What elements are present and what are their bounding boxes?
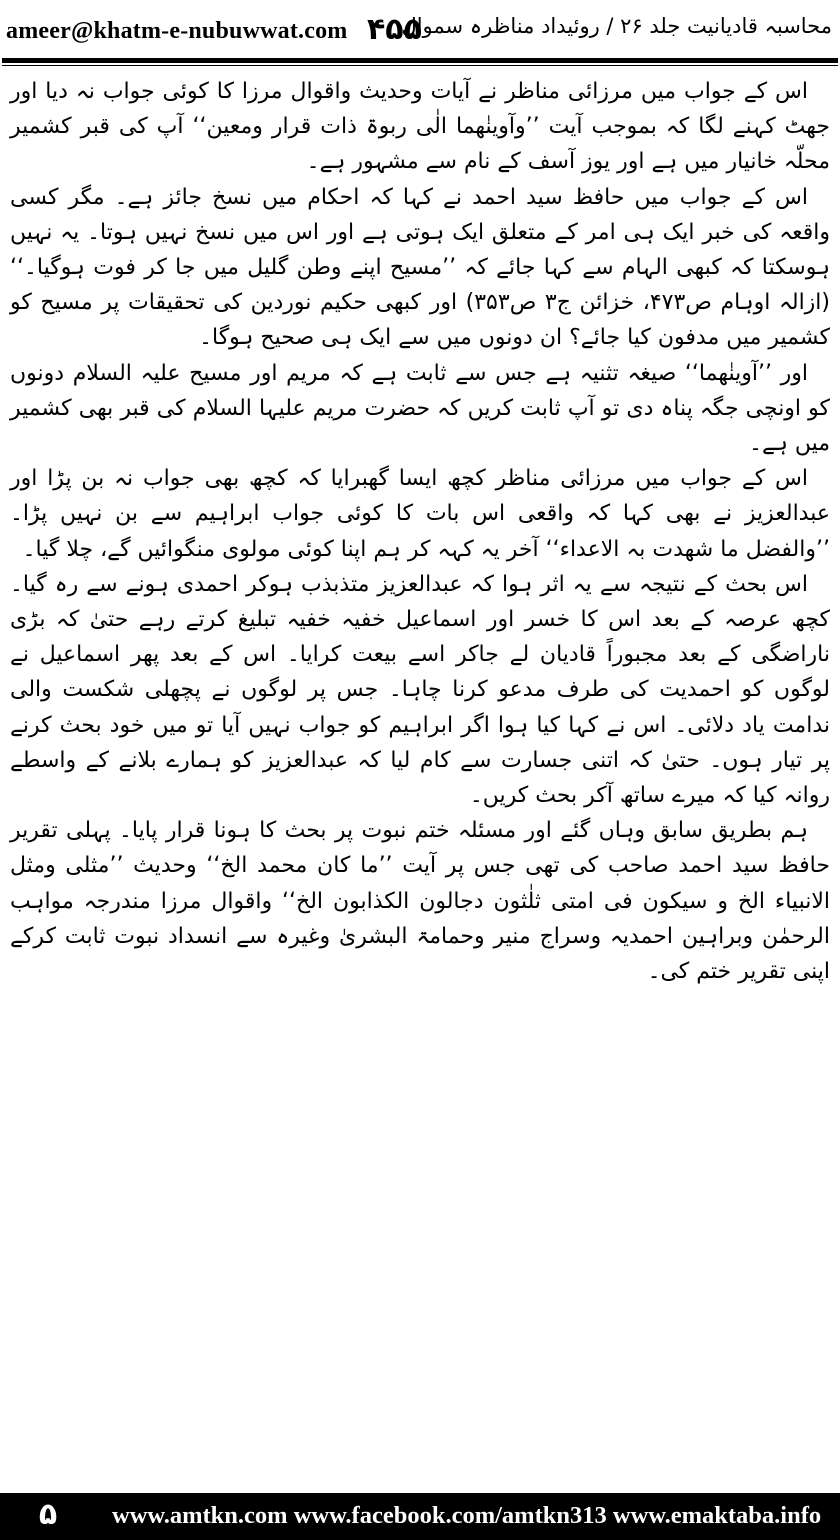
paragraph-2: اس کے جواب میں حافظ سید احمد نے کہا کہ احکام میں نسخ جائز ہے۔ مگر کسی واقعہ کی خبر ایک ہی امر کے متعلق ایک ہوتی ہے اور اس میں نسخ نہیں ہوتا۔ یہ نہیں ہوسکتا کہ کبھی الہام سے کہا جائے کہ ’’مسیح اپنے وطن گلیل میں جا کر فوت ہوگیا۔‘‘ (ازالہ اوہام ص۴۷۳، خزائن ج۳ ص۳۵۳) اور کبھی حکیم نوردین کی تحقیقات پر مسیح کو کشمیر میں مدفون کیا جائے؟ ان دونوں میں سے ایک ہی صحیح ہوگا۔ — [10, 184, 831, 351]
footer-page-number: ۵ — [0, 1493, 96, 1540]
paragraph-5: اس بحث کے نتیجہ سے یہ اثر ہوا کہ عبدالعزیز متذبذب ہوکر احمدی ہونے سے رہ گیا۔ کچھ عرصہ کے بعد اس کا خسر اور اسماعیل خفیہ خفیہ تبلیغ کرتے رہے حتیٰ کہ بڑی ناراضگی کے بعد مجبوراً قادیان لے جاکر اسے بیعت کرایا۔ اس کے بعد پھر اسماعیل نے لوگوں کو احمدیت کی طرف مدعو کرنا چاہا۔ جس پر لوگوں نے پچھلی شکست والی ندامت یاد دلائی۔ اس نے کہا کیا ہوا اگر ابراہیم کو جواب نہیں آیا تو میں خود بحث کرنے پر تیار ہوں۔ حتیٰ کہ اتنی جسارت سے کام لیا کہ عبدالعزیز کو ہمارے بلانے کے واسطے روانہ کیا کہ میرے ساتھ آکر بحث کریں۔ — [10, 571, 830, 809]
page-footer — [0, 1490, 840, 1540]
paragraph-4: اس کے جواب میں مرزائی مناظر کچھ ایسا گھبرایا کہ کچھ بھی جواب نہ بن پڑا اور عبدالعزیز نے بھی کہا کہ واقعی اس بات کا کوئی جواب ابراہیم سے بن نہیں پڑا۔ ’’والفضل ما شھدت بہ الاعداء‘‘ آخر یہ کہہ کر ہم اپنا کوئی مولوی منگوائیں گے، چلا گیا۔ — [10, 466, 830, 562]
header-page-number: ۴۵۵ — [367, 12, 422, 47]
header-running-title: محاسبہ قادیانیت جلد ۲۶ / روئیداد مناظرہ سموال — [401, 14, 832, 38]
page-header — [0, 0, 840, 66]
header-email: ameer@khatm-e-nubuwwat.com — [6, 18, 348, 44]
paragraph-6: ہم بطریق سابق وہاں گئے اور مسئلہ ختم نبوت پر بحث کا ہونا قرار پایا۔ پہلی تقریر حافظ سید احمد صاحب کی تھی جس پر آیت ’’ما کان محمد الخ‘‘ وحدیث ’’مثلی ومثل الانبیاء الخ و سیکون فی امتی ثلٰثون دجالون الکذابون الخ‘‘ واقوال مرزا مندرجہ مواہب الرحمٰن وبراہین احمدیہ وسراج منیر وحمامۃ البشریٰ وغیرہ سے انسداد نبوت ثابت کرکے اپنی تقریر ختم کی۔ — [10, 818, 830, 985]
footer-rule — [96, 1490, 840, 1493]
paragraph-1: اس کے جواب میں مرزائی مناظر نے آیات وحدیث واقوال مرزا کا کوئی جواب نہ دیا اور جھٹ کہنے لگا کہ بموجب آیت ’’وآوینٰھما الٰی ربوۃ ذات قرار ومعین‘‘ آپ کی قبر کشمیر محلّہ خانیار میں ہے اور یوز آسف کے نام سے مشہور ہے۔ — [10, 79, 830, 175]
footer-urls: www.amtkn.com www.facebook.com/amtkn313 www.emaktaba.info — [112, 1502, 822, 1529]
page-body — [10, 74, 830, 989]
header-rule-thick — [2, 58, 838, 63]
header-rule-thin — [2, 65, 838, 66]
paragraph-3: اور ’’آوینٰھما‘‘ صیغہ تثنیہ ہے جس سے ثابت ہے کہ مریم اور مسیح علیہ السلام دونوں کو اونچی جگہ پناہ دی تو آپ ثابت کریں کہ حضرت مریم علیہا السلام کی قبر بھی کشمیر میں ہے۔ — [10, 360, 830, 457]
